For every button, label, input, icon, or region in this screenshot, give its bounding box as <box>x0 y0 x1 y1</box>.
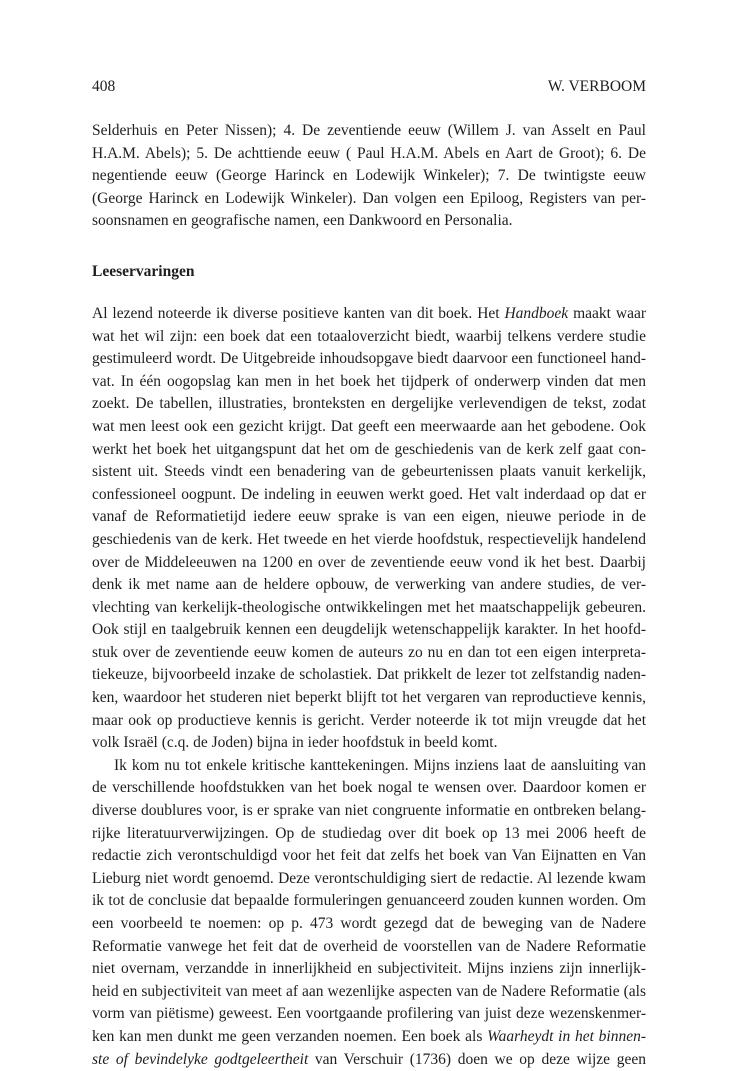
paragraph-critical <box>92 755 646 1071</box>
text-line: over de Middeleeuwen na 1200 en over de zeventiende eeuw vond ik het best. Daarbij <box>92 553 646 571</box>
text-line: vanaf de Reformatietijd iedere eeuw sprake is van een eigen, nieuwe periode in de <box>92 508 646 526</box>
text-line: tiekeuze, bijvoorbeeld inzake de scholastiek. Dat prikkelt de lezer tot zelfstandig naden- <box>92 666 646 684</box>
italic-title: ste of bevindelyke godtgeleertheit <box>92 1050 309 1068</box>
body-text <box>92 120 646 1071</box>
text-line: rijke literatuurverwijzingen. Op de studiedag over dit boek op 13 mei 2006 heeft de <box>92 824 646 842</box>
text-line: diverse doublures voor, is er sprake van niet congruente informatie en ontbreken belang- <box>92 802 646 820</box>
page-number: 408 <box>92 78 116 95</box>
text-line: redactie zich verontschuldigd voor het feit dat zelfs het boek van Van Eijnatten en Van <box>92 847 646 865</box>
text-line: werkt het boek het uitgangspunt dat het om de geschiedenis van de kerk zelf gaat con- <box>92 440 646 458</box>
text-line: Selderhuis en Peter Nissen); 4. De zeventiende eeuw (Willem J. van Asselt en Paul <box>92 122 646 139</box>
text-line: volk Israël (c.q. de Joden) bijna in ieder hoofdstuk in beeld komt. <box>92 734 498 752</box>
running-header <box>92 76 646 98</box>
text-line: niet overnam, verzandde in innerlijkheid en subjectiviteit. Mijns inziens zijn innerlijk- <box>92 960 646 978</box>
text-line: vlechting van kerkelijk-theologische ontwikkelingen met het maatschappelijk gebeuren. <box>92 598 646 616</box>
text-line: ken, waardoor het studeren niet beperkt blijft tot het vergaren van reproductieve kennis, <box>92 689 646 707</box>
italic-title: Handboek <box>504 304 569 322</box>
text-line: soonsnamen en geografische namen, een Dankwoord en Personalia. <box>92 212 513 230</box>
text-line: stuk over de zeventiende eeuw komen de auteurs zo nu en dan tot een eigen interpreta- <box>92 643 646 661</box>
text-line: vorm van piëtisme) geweest. Een voortgaande profilering van juist deze wezenskenmer- <box>92 1005 646 1023</box>
text-line: Al lezend noteerde ik diverse positieve kanten van dit boek. Het Handboek maakt waar <box>92 304 646 322</box>
text-line: geschiedenis van de kerk. Het tweede en het vierde hoofdstuk, respectievelijk handelend <box>92 530 646 548</box>
text-line: zoekt. De tabellen, illustraties, bronteksten en dergelijke verlevendigen de tekst, zodat <box>92 395 646 413</box>
text-line: H.A.M. Abels); 5. De achttiende eeuw ( Paul H.A.M. Abels en Aart de Groot); 6. De <box>92 144 646 162</box>
italic-title: Waarheydt in het binnen- <box>487 1027 647 1045</box>
text-line: negentiende eeuw (George Harinck en Lodewijk Winkeler); 7. De twintigste eeuw <box>92 167 646 185</box>
section-heading: Leeservaringen <box>92 262 195 280</box>
text-line: maar ook op productieve kennis is gericht. Verder noteerde ik tot mijn vreugde dat het <box>92 711 646 729</box>
text-line: Reformatie vanwege het feit dat de overheid de voorstellen van de Nadere Reformatie <box>92 937 646 955</box>
text-line: vat. In één oogopslag kan men in het boek het tijdperk of onderwerp vinden dat men <box>92 372 646 390</box>
text-line: gestimuleerd wordt. De Uitgebreide inhoudsopgave biedt daarvoor een functioneel hand- <box>92 350 646 368</box>
text-line: ken kan men dunkt me geen verzanden noemen. Een boek als Waarheydt in het binnen- <box>92 1027 647 1045</box>
text-line: ste of bevindelyke godtgeleertheit van Verschuir (1736) doen we op deze wijze geen <box>92 1050 646 1068</box>
text-line: Ik kom nu tot enkele kritische kanttekeningen. Mijns inziens laat de aansluiting van <box>114 756 646 774</box>
text-line: ik tot de conclusie dat bepaalde formuleringen genuanceerd zouden kunnen worden. Om <box>92 892 646 910</box>
text-line: de verschillende hoofdstukken van het boek nogal te wensen over. Daardoor komen er <box>92 779 646 797</box>
text-line: sistent uit. Steeds vindt een benadering van de gebeurtenissen plaats vanuit kerkelijk, <box>92 463 646 481</box>
text-line: een voorbeeld te noemen: op p. 473 wordt gezegd dat de beweging van de Nadere <box>92 915 646 932</box>
running-author: W. VERBOOM <box>547 78 646 95</box>
text-line: wat het wil zijn: een boek dat een totaaloverzicht biedt, waarbij telkens verdere studie <box>92 327 646 345</box>
text-line: (George Harinck en Lodewijk Winkeler). Dan volgen een Epiloog, Registers van per- <box>92 189 646 207</box>
text-line: Ook stijl en taalgebruik kennen een deugdelijk wetenschappelijk karakter. In het hoofd- <box>92 621 646 639</box>
text-line: confessioneel oogpunt. De indeling in eeuwen werkt goed. Het valt inderdaad op dat er <box>92 485 646 503</box>
text-line: heid en subjectiviteit van meet af aan wezenlijke aspecten van de Nadere Reformatie (als <box>92 982 646 1000</box>
text-line: wat men leest ook een gezicht krijgt. Dat geeft een meerwaarde aan het gebodene. Ook <box>92 417 646 435</box>
text-line: denk ik met name aan de heldere opbouw, de verwerking van andere studies, de ver- <box>92 576 646 594</box>
intro-paragraph <box>92 120 646 233</box>
paragraph-positive <box>92 303 646 755</box>
text-line: Lieburg niet wordt genoemd. Deze verontschuldiging siert de redactie. Al lezende kwam <box>92 869 646 887</box>
